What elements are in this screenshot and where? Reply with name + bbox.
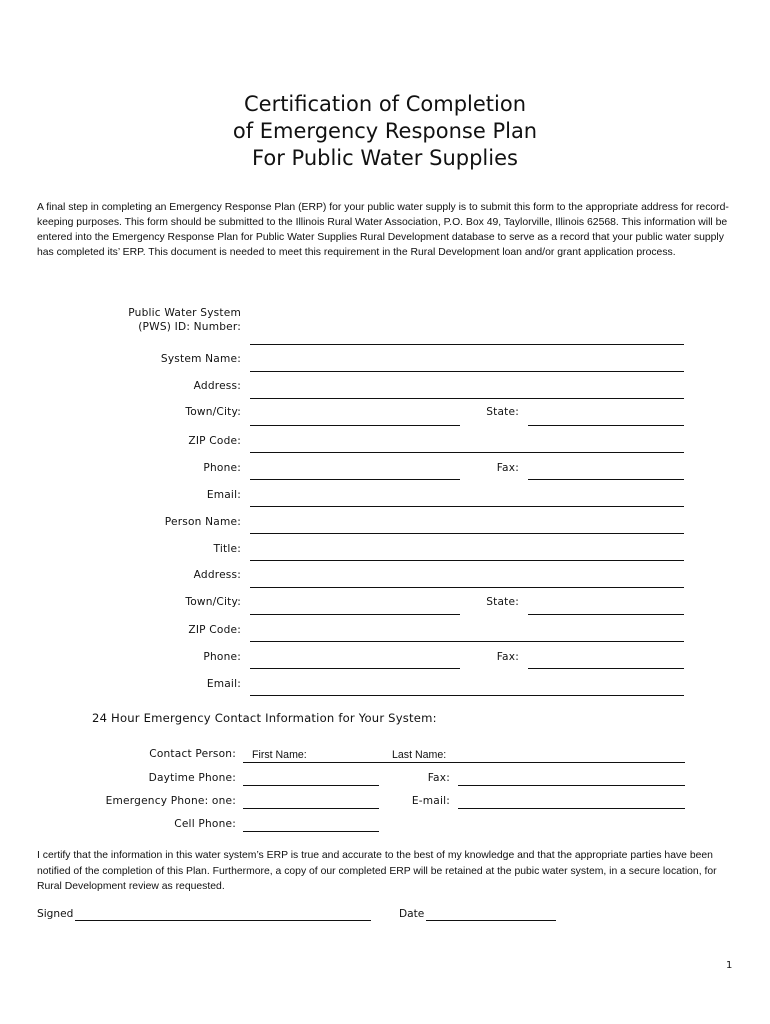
town-city-field[interactable]	[250, 425, 460, 426]
person-email-field[interactable]	[250, 695, 684, 696]
person-state-label: State:	[486, 596, 519, 608]
person-zip-code-label: ZIP Code:	[188, 624, 241, 636]
phone-label: Phone:	[203, 462, 241, 474]
cell-phone-field[interactable]	[243, 831, 379, 832]
zip-code-field[interactable]	[250, 452, 684, 453]
email-field[interactable]	[250, 506, 684, 507]
person-phone-field[interactable]	[250, 668, 460, 669]
person-fax-field[interactable]	[528, 668, 684, 669]
title-line-2: of Emergency Response Plan	[232, 119, 538, 143]
person-address-field[interactable]	[250, 587, 684, 588]
system-name-field[interactable]	[250, 371, 684, 372]
emergency-fax-field[interactable]	[458, 785, 685, 786]
person-email-label: Email:	[206, 678, 241, 690]
cell-phone-label: Cell Phone:	[174, 818, 236, 830]
date-label: Date	[399, 908, 425, 920]
person-address-label: Address:	[193, 569, 241, 581]
email-label: Email:	[206, 489, 241, 501]
person-town-city-label: Town/City:	[185, 596, 241, 608]
person-town-city-field[interactable]	[250, 614, 460, 615]
system-name-label: System Name:	[160, 353, 241, 365]
emergency-phone-field[interactable]	[243, 808, 379, 809]
pws-id-field[interactable]	[250, 344, 684, 345]
person-phone-label: Phone:	[203, 651, 241, 663]
emergency-email-field[interactable]	[458, 808, 685, 809]
emergency-email-label: E-mail:	[411, 795, 450, 807]
person-title-field[interactable]	[250, 560, 684, 561]
person-zip-code-field[interactable]	[250, 641, 684, 642]
town-city-label: Town/City:	[185, 406, 241, 418]
page-number: 1	[726, 960, 733, 971]
address-field[interactable]	[250, 398, 684, 399]
state-label: State:	[486, 406, 519, 418]
daytime-phone-label: Daytime Phone:	[148, 772, 236, 784]
pws-id-label-line1: Public Water System	[128, 307, 241, 319]
certification-paragraph: I certify that the information in this water system’s ERP is true and accurate to the best of my knowledge and that the appropriate parties have been notified of the completion of this Plan. Furthermore, a copy of our completed ERP will be retained at the pubic water system, in a secure location, for Rural Development review as requested.	[37, 850, 717, 892]
address-label: Address:	[193, 380, 241, 392]
intro-paragraph: A final step in completing an Emergency Response Plan (ERP) for your public water supply is to submit this form to the appropriate address for record-keeping purposes. This form should be submitted to the Illinois Rural Water Association, P.O. Box 49, Taylorville, Illinois 62568. This information will be entered into the Emergency Response Plan for Public Water Supplies Rural Development database to serve as a record that your public water supply has completed its’ ERP. This document is needed to meet this requirement in the Rural Development loan and/or grant application process.	[37, 202, 729, 258]
person-fax-label: Fax:	[496, 651, 519, 663]
zip-code-label: ZIP Code:	[188, 435, 241, 447]
person-name-label: Person Name:	[164, 516, 241, 528]
phone-field[interactable]	[250, 479, 460, 480]
state-field[interactable]	[528, 425, 684, 426]
daytime-phone-field[interactable]	[243, 785, 379, 786]
emergency-fax-label: Fax:	[427, 772, 450, 784]
last-name-label: Last Name:	[392, 749, 447, 761]
contact-person-field[interactable]	[243, 762, 685, 763]
person-state-field[interactable]	[528, 614, 684, 615]
first-name-label: First Name:	[252, 749, 307, 761]
fax-label: Fax:	[496, 462, 519, 474]
contact-person-label: Contact Person:	[149, 748, 236, 760]
pws-id-label-line2: (PWS) ID: Number:	[138, 321, 241, 333]
signature-field[interactable]	[75, 920, 371, 921]
pws-id-label	[128, 306, 241, 334]
person-name-field[interactable]	[250, 533, 684, 534]
person-title-label: Title:	[213, 543, 241, 555]
form-title	[0, 91, 770, 172]
signed-label: Signed	[37, 908, 74, 920]
fax-field[interactable]	[528, 479, 684, 480]
title-line-3: For Public Water Supplies	[252, 146, 518, 170]
emergency-contact-heading: 24 Hour Emergency Contact Information for Your System:	[92, 711, 437, 725]
emergency-phone-label: Emergency Phone: one:	[105, 795, 236, 807]
title-line-1: Certification of Completion	[243, 92, 527, 116]
date-field[interactable]	[426, 920, 556, 921]
